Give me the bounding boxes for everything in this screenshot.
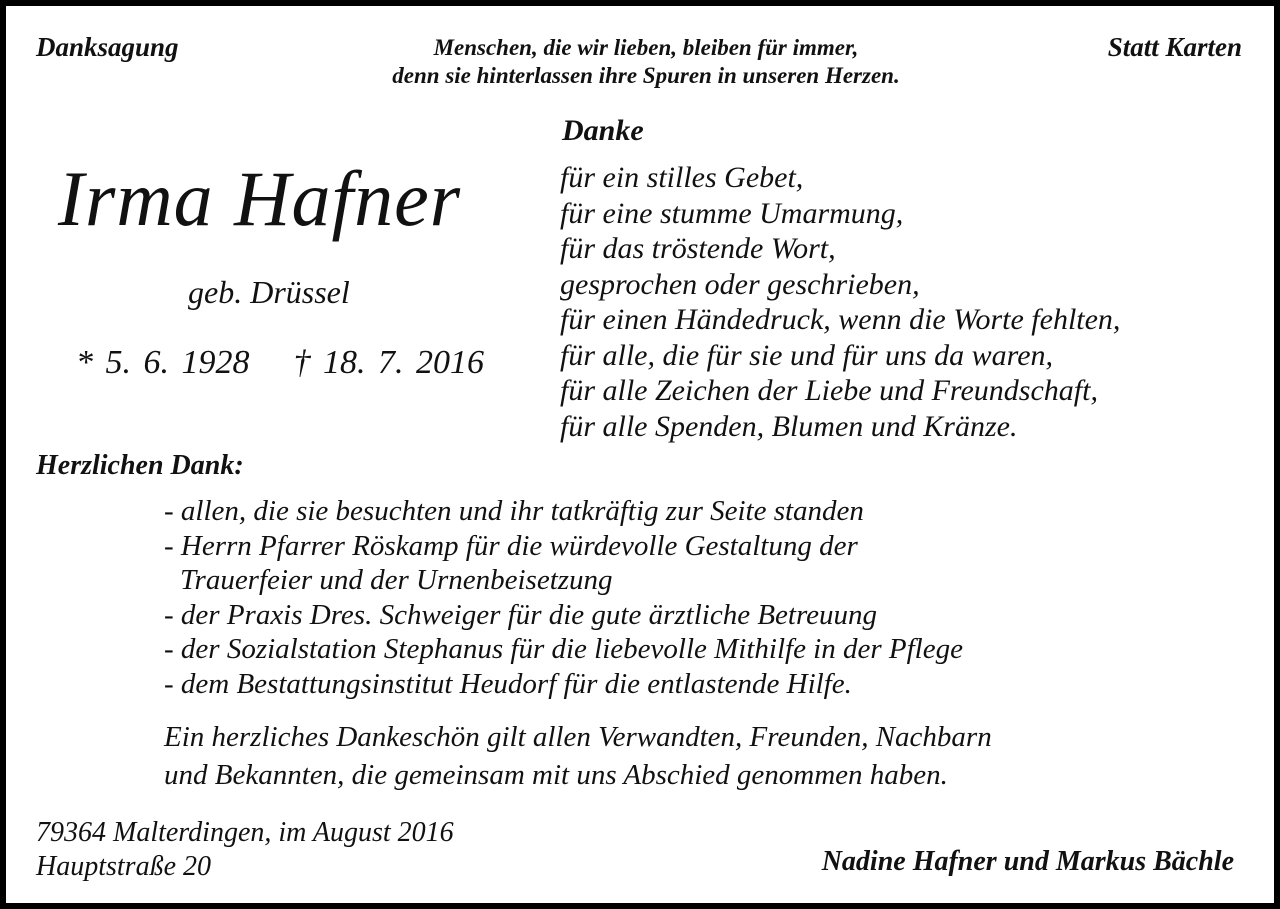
closing-paragraph (164, 718, 992, 794)
danke-line: für alle Spenden, Blumen und Kränze. (560, 409, 1018, 443)
closing-line: Ein herzliches Dankeschön gilt allen Verwandten, Freunden, Nachbarn (164, 721, 992, 753)
thanks-list (164, 494, 963, 701)
danke-line: gesprochen oder geschrieben, (560, 267, 920, 301)
thanks-line: - dem Bestattungsinstitut Heudorf für die entlastende Hilfe. (164, 667, 852, 700)
danke-heading: Danke (562, 114, 644, 147)
closing-line: und Bekannten, die gemeinsam mit uns Abschied genommen haben. (164, 759, 948, 791)
header-statt-karten: Statt Karten (1107, 32, 1242, 62)
maiden-name: geb. Drüssel (188, 274, 350, 310)
thanks-line: - der Praxis Dres. Schweiger für die gute ärztliche Betreuung (164, 598, 878, 631)
danke-line: für alle, die für sie und für uns da waren, (560, 338, 1054, 372)
place-date: 79364 Malterdingen, im August 2016 (36, 817, 454, 848)
life-dates (76, 344, 484, 382)
birth-date: * 5. 6. 1928 (76, 344, 250, 381)
motto-line: denn sie hinterlassen ihre Spuren in unseren Herzen. (392, 63, 900, 88)
danke-line: für eine stumme Umarmung, (560, 196, 904, 230)
header-danksagung: Danksagung (36, 32, 179, 62)
thanks-line: - der Sozialstation Stephanus für die liebevolle Mithilfe in der Pflege (164, 633, 963, 665)
danke-list (560, 160, 1120, 444)
thanks-line: - allen, die sie besuchten und ihr tatkräftig zur Seite standen (164, 495, 864, 527)
thanks-line: Trauerfeier und der Urnenbeisetzung (180, 564, 613, 596)
danke-line: für ein stilles Gebet, (560, 161, 804, 194)
herzlichen-dank-heading: Herzlichen Dank: (36, 450, 244, 481)
street-address: Hauptstraße 20 (36, 851, 211, 882)
address-block (36, 816, 454, 884)
deceased-name: Irma Hafner (58, 155, 462, 242)
death-date: † 18. 7. 2016 (293, 344, 484, 381)
danke-line: für einen Händedruck, wenn die Worte fehlten, (560, 303, 1121, 336)
danke-line: für alle Zeichen der Liebe und Freundschaft, (560, 374, 1098, 407)
motto (266, 34, 1026, 90)
danke-line: für das tröstende Wort, (560, 232, 836, 265)
signature: Nadine Hafner und Markus Bächle (821, 846, 1234, 877)
motto-line: Menschen, die wir lieben, bleiben für immer, (433, 35, 859, 60)
thanks-line: - Herrn Pfarrer Röskamp für die würdevolle Gestaltung der (164, 529, 858, 562)
